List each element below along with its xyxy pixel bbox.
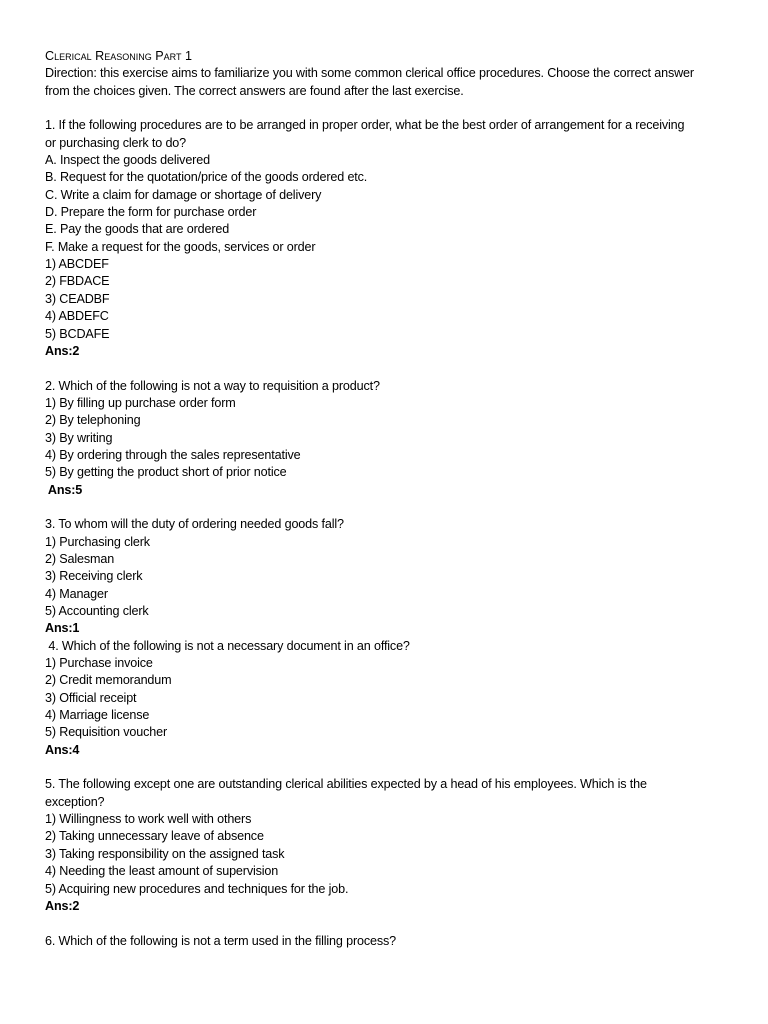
spacer [45,360,735,377]
answer-key: Ans:4 [45,742,80,757]
answer-option: 1) By filling up purchase order form [45,395,236,410]
procedure-item: E. Pay the goods that are ordered [45,222,230,237]
answer-option: 3) By writing [45,430,113,445]
answer-option: 3) Receiving clerk [45,569,143,584]
procedure-item: F. Make a request for the goods, services or order [45,239,316,254]
answer-option: 1) ABCDEF [45,257,109,272]
spacer [45,499,735,516]
spacer [45,759,735,776]
answer-option: 5) By getting the product short of prior notice [45,465,287,480]
answer-option: 4) By ordering through the sales representative [45,447,301,462]
answer-option: 1) Purchase invoice [45,656,153,671]
answer-option: 4) ABDEFC [45,309,109,324]
answer-option: 2) Salesman [45,551,115,566]
question-5 [45,776,735,915]
answer-key: Ans:2 [45,343,80,358]
answer-option: 2) Credit memorandum [45,673,172,688]
answer-key: Ans:1 [45,621,80,636]
answer-option: 2) FBDACE [45,274,110,289]
answer-option: 3) CEADBF [45,291,110,306]
answer-option: 1) Willingness to work well with others [45,812,252,827]
question-3 [45,516,735,637]
question-text: 3. To whom will the duty of ordering needed goods fall? [45,517,344,532]
answer-option: 5) Requisition voucher [45,725,168,740]
question-text: 2. Which of the following is not a way to requisition a product? [45,378,380,393]
answer-option: 4) Manager [45,586,108,601]
question-4 [45,638,735,759]
answer-option: 2) By telephoning [45,413,141,428]
answer-option: 4) Marriage license [45,708,150,723]
answer-key: Ans:5 [45,482,83,497]
answer-option: 5) BCDAFE [45,326,110,341]
answer-option: 5) Acquiring new procedures and techniques for the job. [45,881,349,896]
procedure-item: D. Prepare the form for purchase order [45,205,257,220]
procedure-item: A. Inspect the goods delivered [45,153,210,168]
answer-option: 2) Taking unnecessary leave of absence [45,829,264,844]
procedure-item: B. Request for the quotation/price of the goods ordered etc. [45,170,368,185]
question-text: exception? [45,794,105,809]
question-6 [45,933,735,950]
answer-option: 5) Accounting clerk [45,604,149,618]
question-1 [45,117,735,360]
question-text: or purchasing clerk to do? [45,135,187,150]
procedure-item: C. Write a claim for damage or shortage of delivery [45,187,322,202]
answer-option: 1) Purchasing clerk [45,534,150,549]
answer-option: 3) Taking responsibility on the assigned task [45,846,285,861]
direction-line: from the choices given. The correct answers are found after the last exercise. [45,83,464,98]
question-text: 4. Which of the following is not a necessary document in an office? [45,638,410,653]
document-page [45,48,735,950]
direction-line: Direction: this exercise aims to familiarize you with some common clerical office procedures. Choose the correct answer [45,66,694,81]
answer-option: 3) Official receipt [45,690,137,705]
answer-key: Ans:2 [45,898,80,913]
answer-option: 4) Needing the least amount of supervision [45,864,279,879]
question-2 [45,378,735,499]
question-text: 6. Which of the following is not a term used in the filling process? [45,933,397,948]
question-text: 5. The following except one are outstanding clerical abilities expected by a head of his employees. Which is the [45,777,647,792]
spacer [45,100,735,117]
document-title: Clerical Reasoning Part 1 [45,49,192,63]
spacer [45,915,735,932]
question-text: 1. If the following procedures are to be arranged in proper order, what be the best order of arrangement for a receiving [45,118,685,133]
